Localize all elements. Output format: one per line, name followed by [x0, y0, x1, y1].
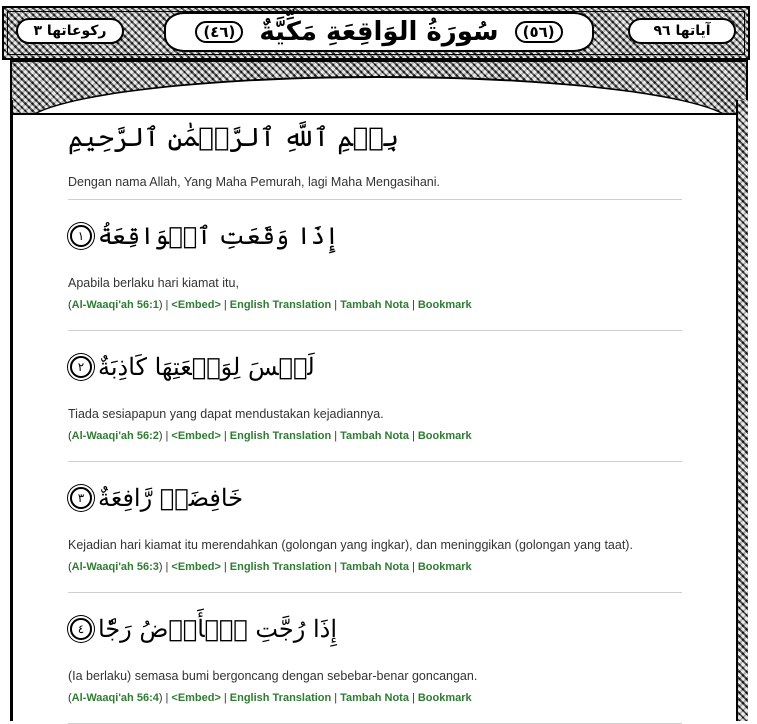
- paren-close: ): [158, 299, 163, 311]
- link-separator: |: [411, 430, 415, 442]
- paren-close: ): [158, 561, 163, 573]
- link-separator: |: [334, 299, 338, 311]
- verse-translation: (Ia berlaku) semasa bumi bergoncang dengan sebebar-benar goncangan.: [68, 669, 478, 683]
- verse-arabic-text: خَافِضَةٞ رَّافِعَةٌ: [98, 484, 244, 512]
- link-separator: |: [411, 692, 415, 704]
- bookmark-link[interactable]: Bookmark: [417, 430, 472, 442]
- verse-item: [68, 331, 682, 457]
- revelation-order-number: (٤٦): [195, 21, 243, 43]
- link-separator: |: [165, 561, 169, 573]
- embed-link[interactable]: <Embed>: [171, 430, 221, 442]
- embed-link[interactable]: <Embed>: [171, 561, 221, 573]
- english-translation-link[interactable]: English Translation: [229, 561, 332, 573]
- ayah-number-icon: ٢: [70, 356, 92, 378]
- add-note-link[interactable]: Tambah Nota: [340, 561, 409, 573]
- add-note-link[interactable]: Tambah Nota: [340, 299, 409, 311]
- embed-link[interactable]: <Embed>: [171, 299, 221, 311]
- verse-translation: Tiada sesiapapun yang dapat mendustakan kejadiannya.: [68, 407, 384, 421]
- link-separator: |: [334, 692, 338, 704]
- bookmark-link[interactable]: Bookmark: [417, 561, 472, 573]
- english-translation-link[interactable]: English Translation: [229, 430, 332, 442]
- verse-arabic: [70, 216, 339, 256]
- paren-close: ): [158, 430, 163, 442]
- verse-arabic: [70, 609, 337, 649]
- english-translation-link[interactable]: English Translation: [229, 692, 332, 704]
- surah-title-plate: [164, 12, 594, 52]
- ayah-number-icon: ٤: [70, 618, 92, 640]
- verse-item: [68, 593, 682, 719]
- verse-item: [68, 200, 682, 326]
- verse-arabic-text: إِذَا رُجَّتِ ٱلۡأَرۡضُ رَجّٗا: [98, 615, 337, 643]
- ayah-number-icon: ٣: [70, 487, 92, 509]
- surah-header-banner: [2, 6, 750, 60]
- link-separator: |: [334, 430, 338, 442]
- paren-open: (: [68, 692, 72, 704]
- embed-link[interactable]: <Embed>: [171, 692, 221, 704]
- paren-open: (: [68, 561, 72, 573]
- verse-item: [68, 462, 682, 588]
- ayah-number-icon: ١: [70, 225, 92, 247]
- paren-open: (: [68, 430, 72, 442]
- surah-title: سُورَةُ الوَاقِعَةِ مَكِّيَّةٌ: [259, 17, 499, 47]
- verse-links: [68, 692, 472, 704]
- verse-arabic: [70, 347, 315, 387]
- bookmark-link[interactable]: Bookmark: [417, 299, 472, 311]
- verse-links: [68, 561, 472, 573]
- link-separator: |: [334, 561, 338, 573]
- bismillah-translation: Dengan nama Allah, Yang Maha Pemurah, lagi Maha Mengasihani.: [68, 175, 440, 189]
- link-separator: |: [165, 299, 169, 311]
- ruku-count-cartouche: ركوعاتها ٣: [16, 18, 124, 44]
- verse-arabic-text: لَيۡسَ لِوَقۡعَتِهَا كَاذِبَةٌ: [98, 353, 315, 381]
- link-separator: |: [223, 692, 227, 704]
- link-separator: |: [223, 299, 227, 311]
- verse-translation: Kejadian hari kiamat itu merendahkan (golongan yang ingkar), dan meninggikan (golongan yang taat).: [68, 538, 633, 552]
- verse-reference-link[interactable]: Al-Waaqi'ah 56:2: [71, 430, 159, 442]
- link-separator: |: [411, 299, 415, 311]
- surah-content: [68, 115, 682, 724]
- link-separator: |: [165, 430, 169, 442]
- verse-arabic-text: إِذَا وَقَعَتِ ٱلۡوَاقِعَةُ: [98, 222, 339, 250]
- ayah-count-cartouche: آياتها ٩٦: [628, 18, 736, 44]
- verse-arabic: [70, 478, 243, 518]
- bismillah-arabic: بِسۡمِ ٱللَّهِ ٱلرَّحۡمَٰنِ ٱلرَّحِيمِ: [68, 123, 399, 153]
- ornamental-arch: [10, 60, 748, 115]
- frame-left-border: [10, 100, 13, 721]
- add-note-link[interactable]: Tambah Nota: [340, 692, 409, 704]
- verse-list: [68, 200, 682, 724]
- verse-reference-link[interactable]: Al-Waaqi'ah 56:4: [71, 692, 159, 704]
- link-separator: |: [223, 430, 227, 442]
- verse-translation: Apabila berlaku hari kiamat itu,: [68, 276, 239, 290]
- link-separator: |: [165, 692, 169, 704]
- paren-close: ): [158, 692, 163, 704]
- verse-reference-link[interactable]: Al-Waaqi'ah 56:1: [71, 299, 159, 311]
- surah-number: (٥٦): [515, 21, 563, 43]
- link-separator: |: [223, 561, 227, 573]
- frame-right-border: [736, 100, 748, 721]
- link-separator: |: [411, 561, 415, 573]
- verse-reference-link[interactable]: Al-Waaqi'ah 56:3: [71, 561, 159, 573]
- verse-links: [68, 299, 472, 311]
- bookmark-link[interactable]: Bookmark: [417, 692, 472, 704]
- english-translation-link[interactable]: English Translation: [229, 299, 332, 311]
- verse-links: [68, 430, 472, 442]
- paren-open: (: [68, 299, 72, 311]
- add-note-link[interactable]: Tambah Nota: [340, 430, 409, 442]
